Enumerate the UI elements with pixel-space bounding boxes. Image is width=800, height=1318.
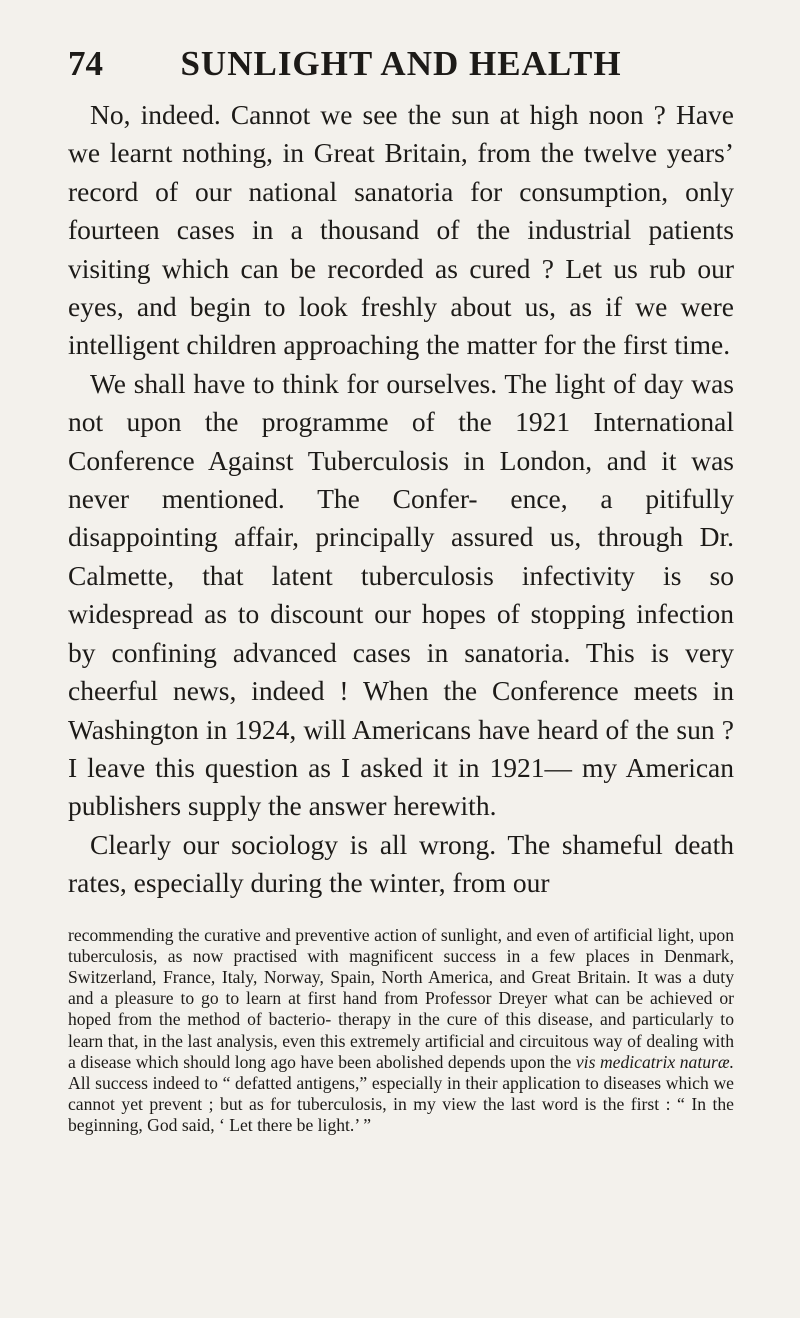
paragraph-think-for-ourselves: We shall have to think for ourselves. The light of day was not upon the programme of the 1921 International Conference Against Tuberculosis in London, and it was never mentioned. The Confer- ence, a pitifully disappointing affair, principally assured us, through Dr. Calmette, that latent tuberculosis infectivity is so widespread as to discount our hopes of stopping infection by confining advanced cases in sanatoria. This is very cheerful news, indeed ! When the Conference meets in Washington in 1924, will Americans have heard of the sun ? I leave this question as I asked it in 1921— my American publishers supply the answer herewith. [68,367,734,822]
page-header [68,44,734,84]
footnote [68,925,734,1137]
running-head: SUNLIGHT AND HEALTH [180,44,622,83]
footnote-text-part1: recommending the curative and preventive action of sunlight, and even of artificial light, upon tuberculosis, as now practised with magnificent success in a few places in Denmark, Switzerland, France, Italy, Norway, Spain, North America, and Great Britain. It was a duty and a pleasure to go to learn at first hand from Professor Dreyer what can be achieved or hoped from the method of bacterio- therapy in the cure of this disease, and particularly to learn that, in the last analysis, even this extremely artificial and circuitous way of dealing with a disease which should long ago have been abolished depends upon the [68,924,734,1072]
page-number: 74 [68,44,103,83]
footnote-paragraph [68,925,734,1137]
paragraph-sun-at-noon: No, indeed. Cannot we see the sun at high noon ? Have we learnt nothing, in Great Britain, from the twelve years’ record of our national sanatoria for consumption, only fourteen cases in a thousand of the industrial patients visiting which can be recorded as cured ? Let us rub our eyes, and begin to look freshly about us, as if we were intelligent children approaching the matter for the first time. [68,99,734,361]
body-text [68,96,734,903]
footnote-latin-phrase: vis medicatrix naturæ. [575,1051,734,1072]
paragraph-sociology: Clearly our sociology is all wrong. The shameful death rates, especially during the winter, from our [68,828,734,899]
footnote-text-part2: All success indeed to “ defatted antigens,” especially in their application to diseases which we cannot yet prevent ; but as for tuberculosis, in my view the last word is the first : “ In the beginning, God said, ‘ Let there be light.’ ” [68,1072,734,1136]
